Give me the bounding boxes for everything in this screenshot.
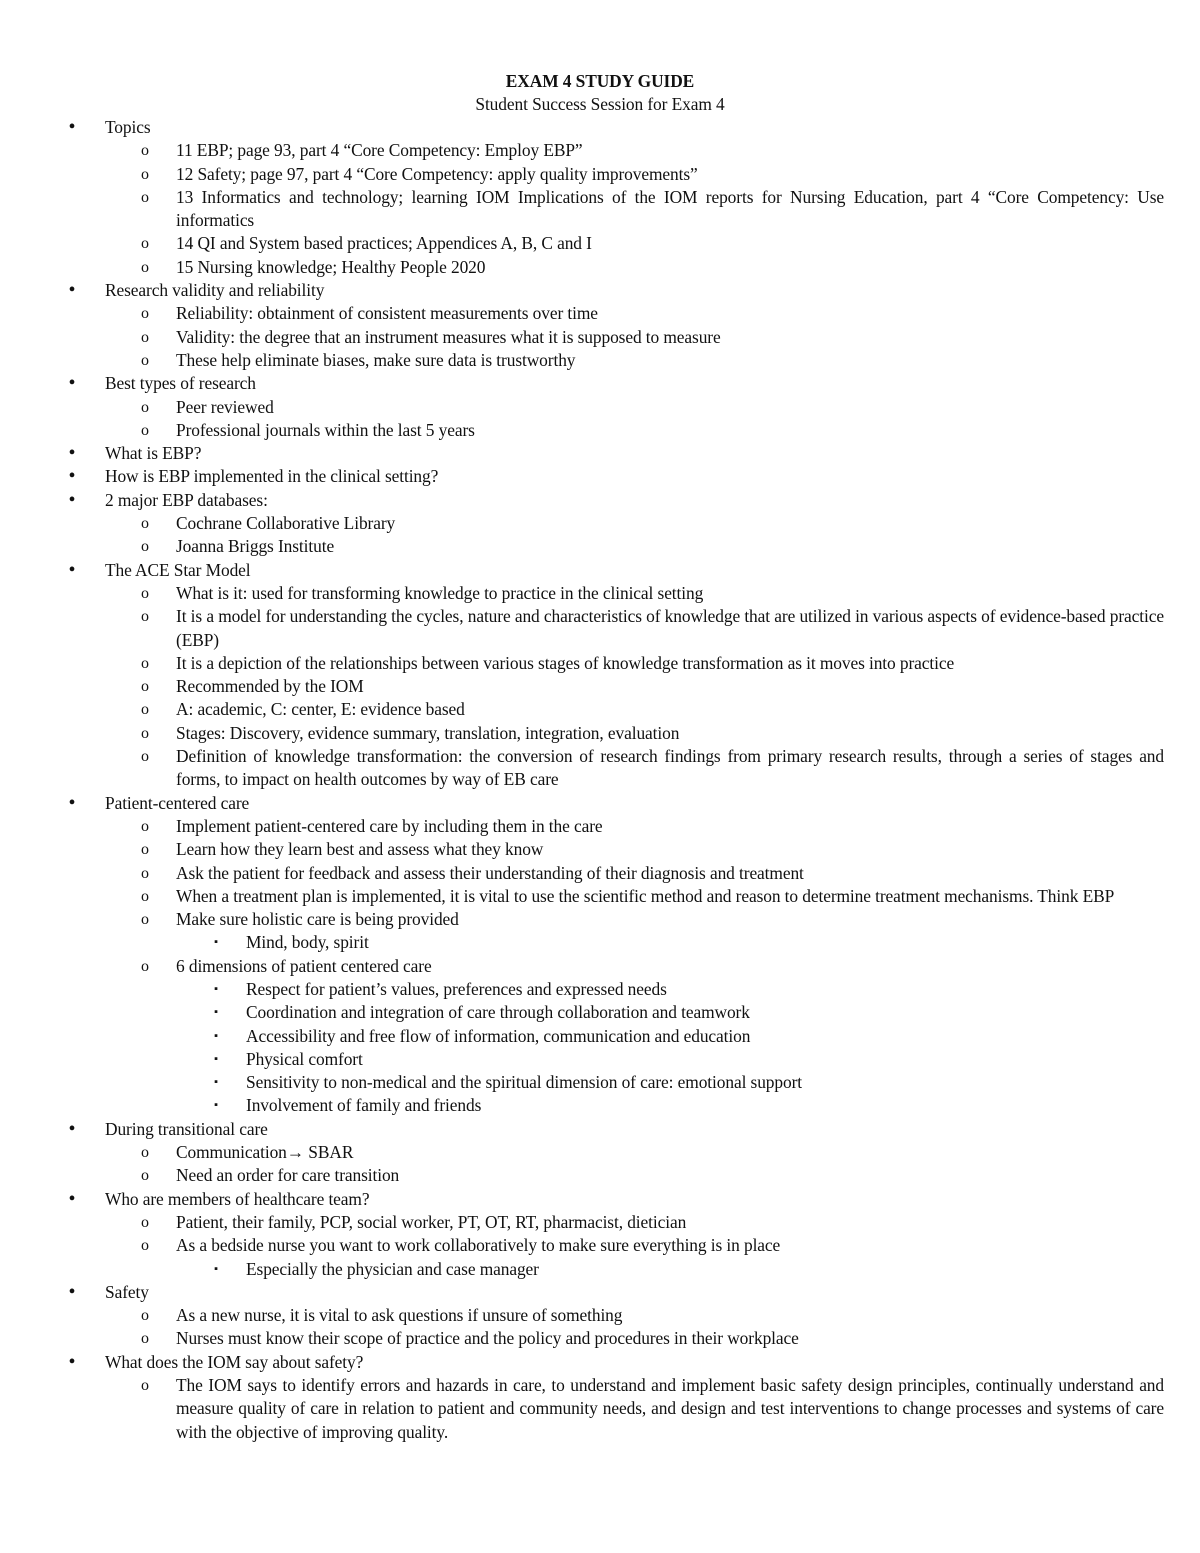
bullet-marker: • bbox=[68, 279, 76, 302]
square-marker: ▪ bbox=[214, 936, 218, 949]
bullet-marker: • bbox=[68, 1350, 76, 1373]
bullet-marker: • bbox=[68, 442, 76, 465]
bullet-item bbox=[36, 465, 1164, 488]
bullet-text: During transitional care bbox=[105, 1118, 268, 1139]
square-marker: ▪ bbox=[214, 982, 218, 995]
bullet-marker: • bbox=[68, 465, 76, 488]
sub-sub-item bbox=[176, 1094, 1164, 1117]
circle-marker: o bbox=[141, 188, 149, 206]
circle-marker: o bbox=[141, 1330, 149, 1348]
sub-item-text: When a treatment plan is implemented, it is vital to use the scientific method and reason to determine treatment mechanisms. Think EBP bbox=[176, 885, 1115, 906]
sub-list bbox=[105, 512, 1164, 559]
sub-list bbox=[105, 1374, 1164, 1444]
sub-sub-item-text: Physical comfort bbox=[246, 1048, 363, 1069]
sub-item bbox=[105, 349, 1164, 372]
sub-item-text: Cochrane Collaborative Library bbox=[176, 513, 396, 534]
sub-sub-item-text: Coordination and integration of care through collaboration and teamwork bbox=[246, 1002, 750, 1023]
sub-sub-item bbox=[176, 1258, 1164, 1281]
sub-list bbox=[105, 396, 1164, 443]
sub-list bbox=[105, 1141, 1164, 1188]
sub-item-text: 15 Nursing knowledge; Healthy People 2020 bbox=[176, 256, 486, 277]
bullet-item bbox=[36, 792, 1164, 1118]
circle-marker: o bbox=[141, 701, 149, 719]
circle-marker: o bbox=[141, 957, 149, 975]
circle-marker: o bbox=[141, 421, 149, 439]
sub-sub-item-text: Accessibility and free flow of information, communication and education bbox=[246, 1025, 751, 1046]
bullet-text: The ACE Star Model bbox=[105, 559, 251, 580]
circle-marker: o bbox=[141, 1237, 149, 1255]
square-marker: ▪ bbox=[214, 1006, 218, 1019]
bullet-text: What is EBP? bbox=[105, 443, 202, 464]
sub-item bbox=[105, 815, 1164, 838]
outline-list bbox=[36, 116, 1164, 1444]
bullet-marker: • bbox=[68, 488, 76, 511]
sub-item-text: Need an order for care transition bbox=[176, 1165, 400, 1186]
sub-list bbox=[105, 1304, 1164, 1351]
bullet-text: How is EBP implemented in the clinical setting? bbox=[105, 466, 439, 487]
sub-list bbox=[105, 815, 1164, 1118]
document-title: EXAM 4 STUDY GUIDE bbox=[505, 71, 695, 91]
circle-marker: o bbox=[141, 911, 149, 929]
sub-item-text: Nurses must know their scope of practice and the policy and procedures in their workplace bbox=[176, 1328, 799, 1349]
sub-item-text: Implement patient-centered care by including them in the care bbox=[176, 815, 603, 836]
bullet-marker: • bbox=[68, 791, 76, 814]
sub-item-text: These help eliminate biases, make sure data is trustworthy bbox=[176, 349, 576, 370]
circle-marker: o bbox=[141, 748, 149, 766]
bullet-marker: • bbox=[68, 558, 76, 581]
sub-sub-list bbox=[176, 1258, 1164, 1281]
sub-item bbox=[105, 908, 1164, 955]
sub-item bbox=[105, 652, 1164, 675]
bullet-marker: • bbox=[68, 1117, 76, 1140]
circle-marker: o bbox=[141, 515, 149, 533]
sub-item-text: Learn how they learn best and assess what they know bbox=[176, 839, 544, 860]
sub-item bbox=[105, 396, 1164, 419]
sub-item-text: 11 EBP; page 93, part 4 “Core Competency: Employ EBP” bbox=[176, 140, 583, 161]
bullet-item bbox=[36, 279, 1164, 372]
circle-marker: o bbox=[141, 142, 149, 160]
bullet-item bbox=[36, 442, 1164, 465]
sub-item bbox=[105, 862, 1164, 885]
sub-sub-list bbox=[176, 931, 1164, 954]
sub-item bbox=[105, 1304, 1164, 1327]
sub-item-text: Stages: Discovery, evidence summary, translation, integration, evaluation bbox=[176, 722, 680, 743]
sub-item bbox=[105, 1141, 1164, 1164]
circle-marker: o bbox=[141, 678, 149, 696]
sub-item-text: Peer reviewed bbox=[176, 396, 274, 417]
bullet-text: Best types of research bbox=[105, 373, 256, 394]
sub-item-text: 12 Safety; page 97, part 4 “Core Competency: apply quality improvements” bbox=[176, 163, 698, 184]
sub-sub-item-text: Especially the physician and case manager bbox=[246, 1258, 539, 1279]
sub-sub-item bbox=[176, 978, 1164, 1001]
sub-item bbox=[105, 955, 1164, 1118]
sub-item bbox=[105, 419, 1164, 442]
sub-item-text: The IOM says to identify errors and hazards in care, to understand and implement basic safety design principles, continually understand and measure quality of care in relation to patient and community needs, and design and test interventions to change processes and systems of care with the objective of improving quality. bbox=[176, 1375, 1164, 1442]
sub-item-text: It is a model for understanding the cycles, nature and characteristics of knowledge that are utilized in various aspects of evidence-based practice (EBP) bbox=[176, 606, 1164, 650]
sub-item-text: Reliability: obtainment of consistent measurements over time bbox=[176, 303, 598, 324]
bullet-marker: • bbox=[68, 116, 76, 138]
sub-item-text: Make sure holistic care is being provided bbox=[176, 909, 459, 930]
sub-item bbox=[105, 163, 1164, 186]
circle-marker: o bbox=[141, 538, 149, 556]
circle-marker: o bbox=[141, 258, 149, 276]
circle-marker: o bbox=[141, 1377, 149, 1395]
sub-item bbox=[105, 535, 1164, 558]
sub-item bbox=[105, 605, 1164, 652]
bullet-marker: • bbox=[68, 1280, 76, 1303]
square-marker: ▪ bbox=[214, 1052, 218, 1065]
bullet-item bbox=[36, 559, 1164, 792]
bullet-text: 2 major EBP databases: bbox=[105, 489, 268, 510]
circle-marker: o bbox=[141, 817, 149, 835]
circle-marker: o bbox=[141, 841, 149, 859]
sub-sub-item-text: Involvement of family and friends bbox=[246, 1095, 482, 1116]
sub-item bbox=[105, 1234, 1164, 1281]
sub-item-text: 6 dimensions of patient centered care bbox=[176, 955, 432, 976]
circle-marker: o bbox=[141, 1144, 149, 1162]
circle-marker: o bbox=[141, 724, 149, 742]
circle-marker: o bbox=[141, 887, 149, 905]
circle-marker: o bbox=[141, 608, 149, 626]
square-marker: ▪ bbox=[214, 1076, 218, 1089]
bullet-text: Patient-centered care bbox=[105, 792, 250, 813]
bullet-item bbox=[36, 1351, 1164, 1444]
sub-item bbox=[105, 582, 1164, 605]
circle-marker: o bbox=[141, 1167, 149, 1185]
bullet-item bbox=[36, 1118, 1164, 1188]
bullet-item bbox=[36, 372, 1164, 442]
sub-item-text: Patient, their family, PCP, social worker, PT, OT, RT, pharmacist, dietician bbox=[176, 1211, 687, 1232]
sub-sub-item-text: Respect for patient’s values, preferences and expressed needs bbox=[246, 978, 667, 999]
circle-marker: o bbox=[141, 864, 149, 882]
sub-list bbox=[105, 582, 1164, 792]
sub-item bbox=[105, 139, 1164, 162]
sub-item bbox=[105, 1327, 1164, 1350]
sub-item bbox=[105, 186, 1164, 233]
sub-item-text: What is it: used for transforming knowledge to practice in the clinical setting bbox=[176, 582, 704, 603]
sub-item bbox=[105, 512, 1164, 535]
sub-sub-item bbox=[176, 931, 1164, 954]
sub-item-text: A: academic, C: center, E: evidence based bbox=[176, 699, 465, 720]
sub-item bbox=[105, 885, 1164, 908]
sub-sub-item-text: Mind, body, spirit bbox=[246, 932, 369, 953]
bullet-text: Who are members of healthcare team? bbox=[105, 1188, 370, 1209]
sub-sub-item-text: Sensitivity to non-medical and the spiritual dimension of care: emotional support bbox=[246, 1072, 803, 1093]
circle-marker: o bbox=[141, 1213, 149, 1231]
sub-item-text: As a bedside nurse you want to work collaboratively to make sure everything is in place bbox=[176, 1235, 781, 1256]
circle-marker: o bbox=[141, 328, 149, 346]
sub-item-text: It is a depiction of the relationships between various stages of knowledge transformation as it moves into practice bbox=[176, 652, 955, 673]
sub-sub-item bbox=[176, 1025, 1164, 1048]
sub-item bbox=[105, 232, 1164, 255]
sub-item bbox=[105, 326, 1164, 349]
sub-item bbox=[105, 838, 1164, 861]
circle-marker: o bbox=[141, 398, 149, 416]
sub-sub-list bbox=[176, 978, 1164, 1118]
bullet-marker: • bbox=[68, 1187, 76, 1210]
sub-item-text: Validity: the degree that an instrument measures what it is supposed to measure bbox=[176, 326, 721, 347]
sub-sub-item bbox=[176, 1071, 1164, 1094]
sub-item bbox=[105, 1164, 1164, 1187]
sub-item bbox=[105, 722, 1164, 745]
sub-list bbox=[105, 1211, 1164, 1281]
sub-item bbox=[105, 1374, 1164, 1444]
square-marker: ▪ bbox=[214, 1262, 218, 1275]
circle-marker: o bbox=[141, 351, 149, 369]
sub-item bbox=[105, 302, 1164, 325]
circle-marker: o bbox=[141, 654, 149, 672]
sub-sub-item bbox=[176, 1048, 1164, 1071]
bullet-marker: • bbox=[68, 372, 76, 395]
sub-item-text: Joanna Briggs Institute bbox=[176, 536, 335, 557]
square-marker: ▪ bbox=[214, 1029, 218, 1042]
sub-item-text: Recommended by the IOM bbox=[176, 676, 364, 697]
bullet-item bbox=[36, 116, 1164, 279]
sub-item bbox=[105, 745, 1164, 792]
bullet-text: Research validity and reliability bbox=[105, 280, 325, 301]
sub-list bbox=[105, 139, 1164, 279]
sub-item bbox=[105, 256, 1164, 279]
bullet-text: What does the IOM say about safety? bbox=[105, 1351, 364, 1372]
sub-item bbox=[105, 698, 1164, 721]
bullet-item bbox=[36, 1188, 1164, 1281]
circle-marker: o bbox=[141, 235, 149, 253]
sub-sub-item bbox=[176, 1001, 1164, 1024]
sub-item-text: Definition of knowledge transformation: the conversion of research findings from primary research results, through a series of stages and forms, to impact on health outcomes by way of EB care bbox=[176, 746, 1164, 790]
circle-marker: o bbox=[141, 305, 149, 323]
sub-item-text: Professional journals within the last 5 years bbox=[176, 419, 475, 440]
circle-marker: o bbox=[141, 584, 149, 602]
sub-item-text: As a new nurse, it is vital to ask questions if unsure of something bbox=[176, 1305, 623, 1326]
sub-item-text: 14 QI and System based practices; Appendices A, B, C and I bbox=[176, 233, 592, 254]
sub-item-text: Ask the patient for feedback and assess their understanding of their diagnosis and treatment bbox=[176, 862, 804, 883]
sub-list bbox=[105, 302, 1164, 372]
circle-marker: o bbox=[141, 1307, 149, 1325]
sub-item bbox=[105, 675, 1164, 698]
bullet-text: Safety bbox=[105, 1281, 149, 1302]
sub-item-text: 13 Informatics and technology; learning IOM Implications of the IOM reports for Nursing Education, part 4 “Core Competency: Use informatics bbox=[176, 186, 1164, 231]
sub-item bbox=[105, 1211, 1164, 1234]
sub-item-text: Communication→ SBAR bbox=[176, 1142, 354, 1163]
bullet-item bbox=[36, 489, 1164, 559]
square-marker: ▪ bbox=[214, 1099, 218, 1112]
circle-marker: o bbox=[141, 165, 149, 183]
bullet-text: Topics bbox=[105, 117, 151, 137]
bullet-item bbox=[36, 1281, 1164, 1351]
document-subtitle: Student Success Session for Exam 4 bbox=[475, 94, 725, 114]
